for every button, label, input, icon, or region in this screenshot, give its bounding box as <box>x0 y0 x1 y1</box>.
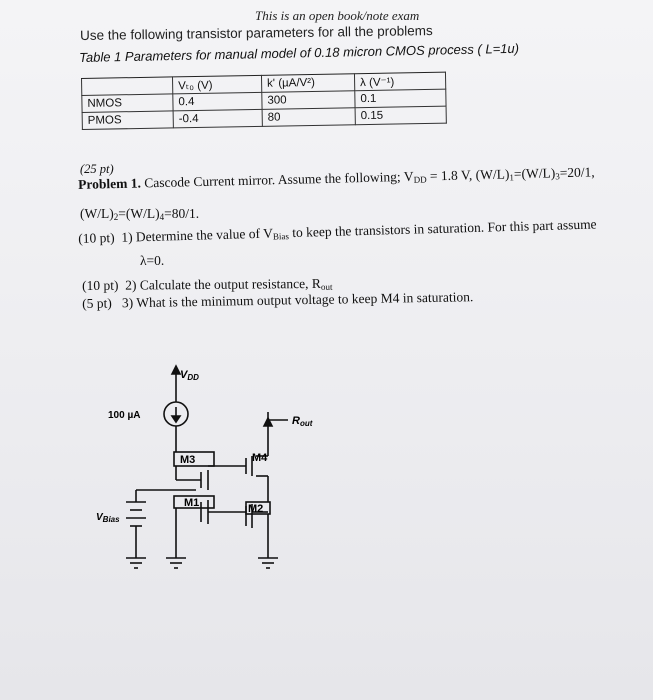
table-header-cell: λ (V⁻¹) <box>354 72 445 91</box>
problem-text: = 1.8 V, (W/L) <box>426 166 510 184</box>
exam-header: This is an open book/note exam <box>255 8 420 23</box>
vdd-arrow-icon <box>172 366 180 374</box>
problem-text: =(W/L) <box>118 206 160 221</box>
table-header-cell <box>82 77 173 96</box>
problem-text: (W/L) <box>80 206 114 221</box>
table-header-cell: k' (µA/V²) <box>261 74 354 93</box>
vdd-label: VDD <box>180 369 199 382</box>
question-2 <box>82 276 332 294</box>
question-text: to keep the transistors in saturation. For this part assume <box>288 216 597 241</box>
m3-label: M3 <box>180 454 196 466</box>
m1-label: M1 <box>184 497 200 509</box>
table-cell: 0.15 <box>355 106 446 125</box>
question-text: 3) What is the minimum output voltage to keep M4 in saturation. <box>121 289 474 311</box>
table-cell: -0.4 <box>173 109 262 128</box>
cascode-current-mirror-schematic <box>96 362 356 592</box>
problem-text: =80/1. <box>164 206 200 221</box>
problem-points: (25 pt) <box>80 162 114 176</box>
table-cell: 0.1 <box>355 89 446 108</box>
table-cell: PMOS <box>82 111 173 130</box>
question-1-line2: λ=0. <box>140 253 165 268</box>
table-cell: 0.4 <box>173 92 262 111</box>
subscript: 2 <box>113 212 119 222</box>
m4-label: M4 <box>252 452 268 464</box>
subscript: 3 <box>555 171 560 182</box>
question-points: (10 pt) <box>82 277 119 293</box>
problem-text: =20/1, <box>559 164 595 181</box>
problem-text: =(W/L) <box>513 165 556 182</box>
question-text: 2) Calculate the output resistance, R <box>125 275 321 293</box>
problem-title: Problem 1. <box>78 175 142 192</box>
subscript: out <box>320 281 333 292</box>
current-label: 100 µA <box>108 410 141 421</box>
problem-statement-line2 <box>80 206 199 222</box>
table-header-cell: Vₜ₀ (V) <box>172 75 261 94</box>
table-cell: 80 <box>262 108 355 127</box>
table-cell: 300 <box>262 91 355 110</box>
question-points: (5 pt) <box>82 295 112 311</box>
vbias-label: $V_{Bias}$ <box>96 512 120 524</box>
subscript: Bias <box>272 231 290 242</box>
problem-statement-line1 <box>78 164 595 193</box>
subscript: 1 <box>509 172 515 183</box>
instructions: Use the following transistor parameters for all the problems <box>80 23 433 43</box>
question-text: 1) Determine the value of V <box>121 225 274 245</box>
question-points: (10 pt) <box>78 229 115 246</box>
problem-text: Cascode Current mirror. Assume the following; V <box>140 168 414 191</box>
table-caption: Table 1 Parameters for manual model of 0.18 micron CMOS process ( L=1u) <box>79 40 520 65</box>
parameter-table <box>81 72 447 130</box>
table-cell: NMOS <box>82 94 173 113</box>
subscript: DD <box>413 174 427 185</box>
m2-label: M2 <box>248 503 264 515</box>
rout-label: Rout <box>292 415 313 428</box>
subscript: 4 <box>159 212 165 222</box>
